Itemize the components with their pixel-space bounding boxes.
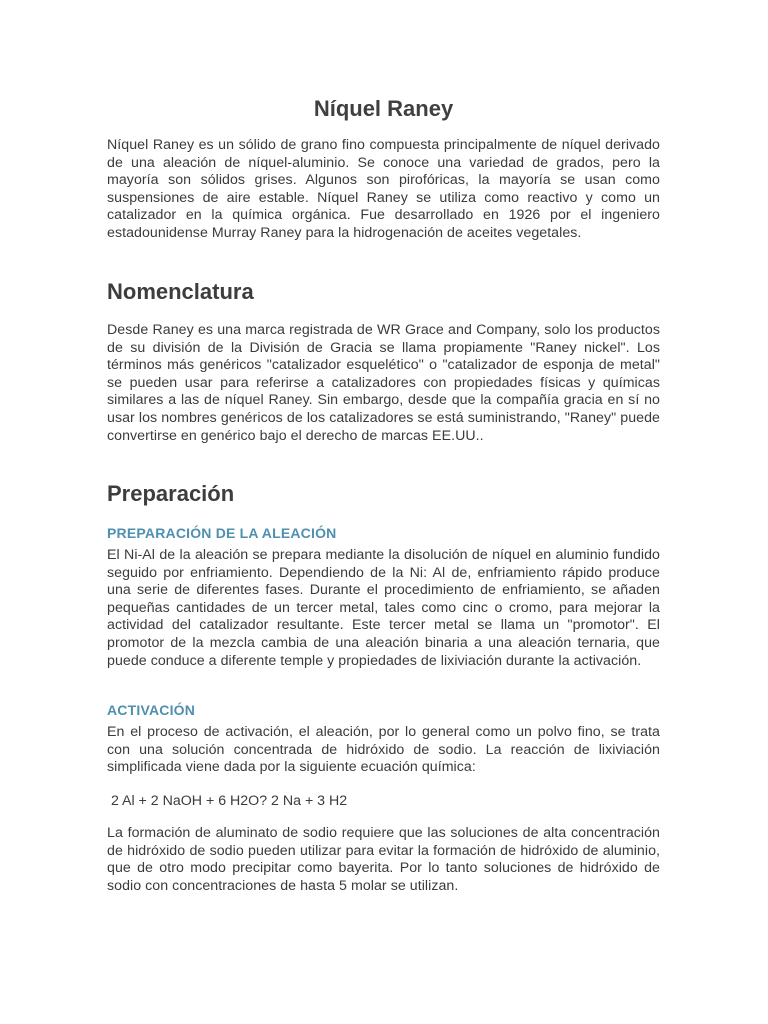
subheading-activacion: ACTIVACIÓN bbox=[107, 702, 196, 718]
document-title: Níquel Raney bbox=[313, 96, 454, 121]
section-heading-nomenclatura: Nomenclatura bbox=[107, 279, 254, 304]
section-heading-preparacion: Preparación bbox=[107, 481, 235, 506]
nomenclatura-paragraph: Desde Raney es una marca registrada de WR Grace and Company, solo los productos de su división de la División de Gracia se llama propiamente "Raney nickel". Los términos más genéricos "catalizador esquelético" o "catalizador de esponja de metal" se pueden usar para referirse a catalizadores con propiedades físicas y químicas similares a las de níquel Raney. Sin embargo, desde que la compañía gracia en sí no usar los nombres genéricos de los catalizadores se está suministrando, "Raney" puede convertirse en genérico bajo el derecho de marcas EE.UU.. bbox=[107, 322, 660, 444]
activacion-paragraph: En el proceso de activación, el aleación, por lo general como un polvo fino, se trata con una solución concentrada de hidróxido de sodio. La reacción de lixiviación simplificada viene dada por la siguiente ecuación química: bbox=[107, 724, 660, 776]
intro-paragraph: Níquel Raney es un sólido de grano fino compuesta principalmente de níquel derivado de una aleación de níquel-aluminio. Se conoce una variedad de grados, pero la mayoría son sólidos grises. Algunos son pirofóricas, la mayoría se usan como suspensiones de aire estable. Níquel Raney se utiliza como reactivo y como un catalizador en la química orgánica. Fue desarrollado en 1926 por el ingeniero estadounidense Murray Raney para la hidrogenación de aceites vegetales. bbox=[107, 137, 660, 241]
subheading-preparacion-aleacion: PREPARACIÓN DE LA ALEACIÓN bbox=[107, 525, 337, 541]
aleacion-paragraph: El Ni-Al de la aleación se prepara mediante la disolución de níquel en aluminio fundido seguido por enfriamiento. Dependiendo de la Ni: Al de, enfriamiento rápido produce una serie de diferentes fases. Durante el procedimiento de enfriamiento, se añaden pequeñas cantidades de un tercer metal, tales como cinc o cromo, para mejorar la actividad del catalizador resultante. Este tercer metal se llama un "promotor". El promotor de la mezcla cambia de una aleación binaria a una aleación ternaria, que puede conduce a diferente temple y propiedades de lixiviación durante la activación. bbox=[107, 547, 660, 669]
activacion-paragraph-2: La formación de aluminato de sodio requiere que las soluciones de alta concentración de hidróxido de sodio pueden utilizar para evitar la formación de hidróxido de aluminio, que de otro modo precipitar como bayerita. Por lo tanto soluciones de hidróxido de sodio con concentraciones de hasta 5 molar se utilizan. bbox=[107, 825, 660, 894]
chemical-equation: 2 Al + 2 NaOH + 6 H2O? 2 Na + 3 H2 bbox=[107, 793, 348, 809]
